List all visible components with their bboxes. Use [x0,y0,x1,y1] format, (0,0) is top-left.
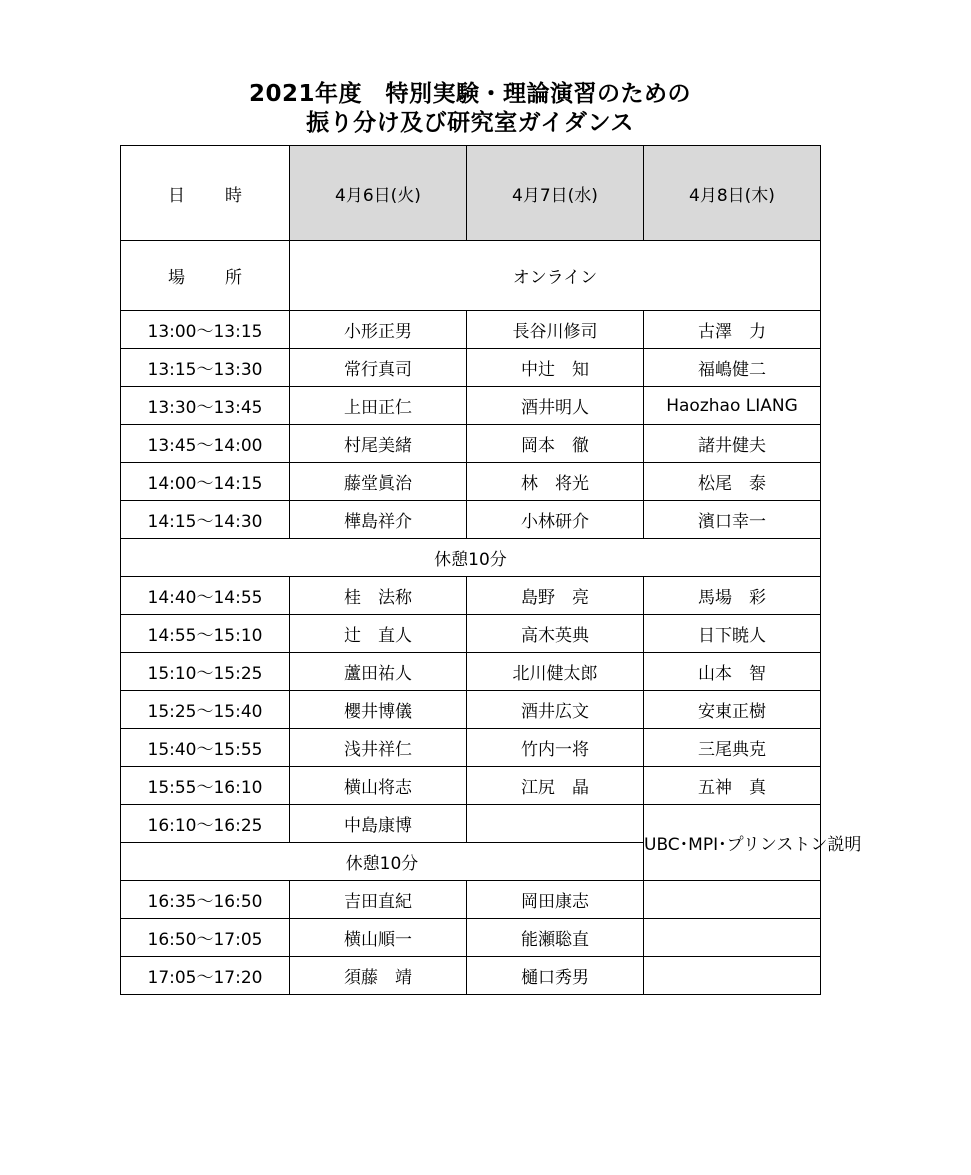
name-cell: 横山順一 [290,919,467,957]
time-cell: 15:40～15:55 [121,729,290,767]
name-cell: 岡田康志 [467,881,644,919]
name-cell: 桂 法称 [290,577,467,615]
table-row [121,387,821,425]
place-label-a: 場 [168,268,185,288]
name-cell: 横山将志 [290,767,467,805]
name-cell: 岡本 徹 [467,425,644,463]
name-cell: 江尻 晶 [467,767,644,805]
time-cell: 13:15～13:30 [121,349,290,387]
time-cell: 13:00～13:15 [121,311,290,349]
name-cell: 上田正仁 [290,387,467,425]
name-cell [644,957,821,995]
name-cell: 福嶋健二 [644,349,821,387]
table-row [121,463,821,501]
name-cell: 酒井広文 [467,691,644,729]
name-cell: 竹内一将 [467,729,644,767]
name-cell: 能瀬聡直 [467,919,644,957]
table-row [121,767,821,805]
time-cell: 15:25～15:40 [121,691,290,729]
header-row [121,146,821,241]
time-cell: 13:30～13:45 [121,387,290,425]
name-cell: 須藤 靖 [290,957,467,995]
name-cell: 常行真司 [290,349,467,387]
time-cell: 14:55～15:10 [121,615,290,653]
table-row [121,615,821,653]
name-cell: 中辻 知 [467,349,644,387]
name-cell: 諸井健夫 [644,425,821,463]
table-row [121,729,821,767]
title-line-1: 2021年度 特別実験・理論演習のための [248,81,691,107]
time-cell: 15:55～16:10 [121,767,290,805]
name-cell: 村尾美緒 [290,425,467,463]
name-cell [644,919,821,957]
time-cell: 17:05～17:20 [121,957,290,995]
name-cell: 林 将光 [467,463,644,501]
name-cell: 馬場 彩 [644,577,821,615]
name-cell: 樺島祥介 [290,501,467,539]
time-cell: 16:10～16:25 [121,805,290,843]
day-header-2: 4月7日(水) [467,146,644,241]
table-row [121,881,821,919]
name-cell: 酒井明人 [467,387,644,425]
time-cell: 15:10～15:25 [121,653,290,691]
name-cell: 三尾典克 [644,729,821,767]
break-row [121,539,821,577]
table-row [121,957,821,995]
table-row [121,919,821,957]
time-cell: 16:35～16:50 [121,881,290,919]
name-cell: 樋口秀男 [467,957,644,995]
title-line-2: 振り分け及び研究室ガイダンス [306,110,634,136]
name-cell: 櫻井博儀 [290,691,467,729]
name-cell: 小林研介 [467,501,644,539]
name-cell: 長谷川修司 [467,311,644,349]
name-cell: 蘆田祐人 [290,653,467,691]
name-cell: Haozhao LIANG [644,387,821,425]
place-value: オンライン [290,241,821,311]
schedule-table [120,145,862,995]
document-title [0,80,940,138]
name-cell: 小形正男 [290,311,467,349]
name-cell: 島野 亮 [467,577,644,615]
datetime-label [121,146,290,241]
name-cell: 高木英典 [467,615,644,653]
place-label-b: 所 [225,268,242,288]
time-cell: 16:50～17:05 [121,919,290,957]
table-row [121,501,821,539]
table-row [121,691,821,729]
name-cell: 浅井祥仁 [290,729,467,767]
time-cell: 13:45～14:00 [121,425,290,463]
name-cell: 古澤 力 [644,311,821,349]
table-row [121,653,821,691]
day-header-1: 4月6日(火) [290,146,467,241]
name-cell: 中島康博 [290,805,467,843]
name-cell: 吉田直紀 [290,881,467,919]
name-cell: 濱口幸一 [644,501,821,539]
break-label: 休憩10分 [121,539,821,577]
break-label: 休憩10分 [121,843,644,881]
name-cell: 北川健太郎 [467,653,644,691]
table-row [121,311,821,349]
datetime-label-b: 時 [225,185,242,206]
time-cell: 14:00～14:15 [121,463,290,501]
name-cell: 松尾 泰 [644,463,821,501]
name-cell: 安東正樹 [644,691,821,729]
time-cell: 14:40～14:55 [121,577,290,615]
place-row [121,241,821,311]
table-row [121,349,821,387]
place-label [121,241,290,311]
name-cell: 山本 智 [644,653,821,691]
name-cell [644,881,821,919]
day-header-3: 4月8日(木) [644,146,821,241]
note-cell: UBC･MPI･プリンストン説明 [644,805,821,881]
name-cell: 辻 直人 [290,615,467,653]
name-cell: 藤堂眞治 [290,463,467,501]
name-cell [467,805,644,843]
table-row [121,805,821,843]
datetime-label-a: 日 [168,185,185,206]
name-cell: 五神 真 [644,767,821,805]
name-cell: 日下暁人 [644,615,821,653]
table-row [121,425,821,463]
table-row [121,577,821,615]
time-cell: 14:15～14:30 [121,501,290,539]
